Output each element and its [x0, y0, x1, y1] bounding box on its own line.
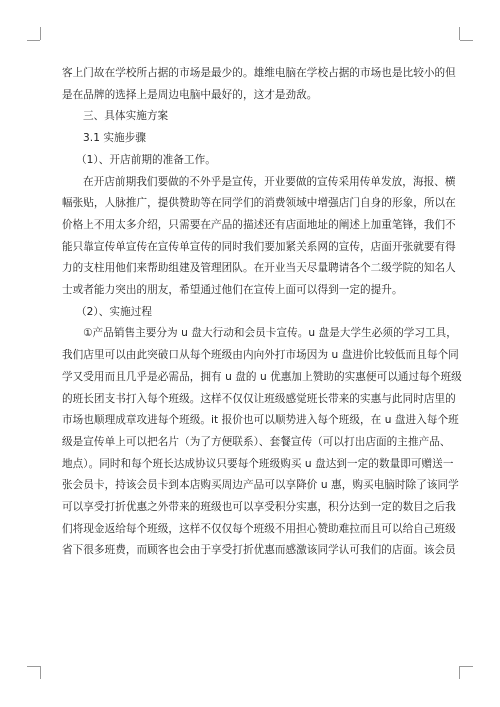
text-line: 市场也顺理成章攻进每个班级。it 报价也可以顺势进入每个班级，在 u 盘进入每个班 — [62, 414, 459, 427]
crop-mark-bottom-right-v — [459, 666, 460, 679]
crop-mark-bottom-left-h — [27, 666, 40, 667]
text-line: 级是宣传单上可以把名片（为了方便联系）、套餐宣传（可以打出店面的主推产品、 — [62, 435, 451, 448]
text-line: 能只靠宣传单宣传在宣传单宣传的同时我们要加紧关系网的宣传，店面开张就要有得 — [62, 240, 456, 253]
text-line: 我们店里可以由此突破口从每个班级由内向外打市场因为 u 盘进价比较低而且每个同 — [62, 349, 459, 362]
text-line: 士或者能力突出的朋友，希望通过他们在宣传上面可以得到一定的提升。 — [62, 284, 403, 297]
text-line: 幅张贴，人脉推广，提供赞助等在同学们的消费领域中增强店门自身的形象，所以在 — [62, 197, 456, 210]
document-body — [62, 63, 462, 562]
text-line: 在开店前期我们要做的不外乎是宣传，开业要做的宣传采用传单发放，海报、横 — [83, 175, 456, 188]
text-line: 的班长团支书打入每个班级。这样不仅仅让班级感觉班长带来的实惠与此同时店里的 — [62, 392, 456, 405]
text-line: 可以享受打折优惠之外带来的班级也可以享受积分实惠，积分达到一定的数目之后我 — [62, 501, 456, 514]
crop-mark-top-right-v — [459, 27, 460, 40]
crop-mark-top-right-h — [460, 40, 473, 41]
crop-mark-top-left-h — [27, 40, 40, 41]
step-heading: （1）、开店前期的准备工作。 — [76, 153, 216, 166]
crop-mark-bottom-right-h — [460, 666, 473, 667]
text-line: 价格上不用太多介绍，只需要在产品的描述还有店面地址的阐述上加重笔锋，我们不 — [62, 218, 456, 231]
text-line: 地点）。同时和每个班长达成协议只要每个班级购买 u 盘达到一定的数量即可赠送一 — [62, 457, 454, 470]
section-heading: 三、具体实施方案 — [83, 110, 169, 123]
text-line: 张会员卡，持该会员卡到本店购买周边产品可以享降价 u 惠，购买电脑时除了该同学 — [62, 479, 459, 492]
text-line: 力的支柱用他们来帮助组建及管理团队。在开业当天尽量聘请各个二级学院的知名人 — [62, 262, 456, 275]
text-line: 们将现金返给每个班级，这样不仅仅每个班级不用担心赞助难拉而且可以给自己班级 — [62, 522, 456, 535]
step-heading: （2）、实施过程 — [76, 305, 152, 318]
text-line: 是在品牌的选择上是周边电脑中最好的，这才是劲敌。 — [62, 88, 318, 101]
text-line: 学又受用而且几乎是必需品，拥有 u 盘的 u 优惠加上赞助的实惠便可以通过每个班级 — [62, 370, 462, 383]
crop-mark-top-left-v — [40, 27, 41, 40]
crop-mark-bottom-left-v — [40, 666, 41, 679]
text-line: 客上门故在学校所占据的市场是最少的。雄维电脑在学校占据的市场也是比较小的但 — [62, 67, 456, 79]
text-line: 省下很多班费，而顾客也会由于享受打折优惠而感激该同学认可我们的店面。该会员 — [62, 544, 456, 557]
text-line: ①产品销售主要分为 u 盘大行动和会员卡宣传。u 盘是大学生必须的学习工具， — [83, 327, 457, 340]
subsection-heading: 3.1 实施步骤 — [83, 132, 146, 145]
